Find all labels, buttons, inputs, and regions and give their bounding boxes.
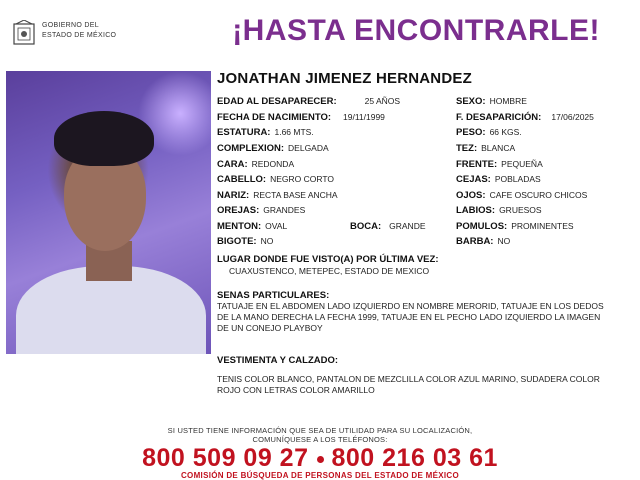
detail-pomulos: POMULOS: PROMINENTES (456, 221, 574, 232)
detail-ojos: OJOS: CAFE OSCURO CHICOS (456, 190, 588, 201)
detail-orejas: OREJAS: GRANDES (217, 205, 306, 216)
phone-number-2[interactable]: 800 216 03 61 (331, 444, 498, 472)
logo-text-line2: ESTADO DE MÉXICO (42, 32, 117, 39)
footer-note-line1: SI USTED TIENE INFORMACIÓN QUE SEA DE UTILIDAD PARA SU LOCALIZACIÓN, (167, 426, 473, 435)
headline: ¡HASTA ENCONTRARLE! (232, 14, 600, 47)
detail-cara: CARA: REDONDA (217, 159, 295, 170)
phone-numbers (0, 444, 640, 473)
detail-bigote: BIGOTE: NO (217, 236, 274, 247)
detail-estatura: ESTATURA: 1.66 MTS. (217, 127, 314, 138)
detail-sexo: SEXO: HOMBRE (456, 96, 527, 107)
detail-peso: PESO: 66 KGS. (456, 127, 522, 138)
person-photo (6, 71, 211, 354)
person-name: JONATHAN JIMENEZ HERNANDEZ (217, 70, 472, 87)
logo-text-line1: GOBIERNO DEL (42, 22, 99, 29)
detail-frente: FRENTE: PEQUEÑA (456, 159, 543, 170)
detail-nariz: NARIZ: RECTA BASE ANCHA (217, 190, 338, 201)
clothing-title: VESTIMENTA Y CALZADO: (217, 355, 339, 366)
footer-note-line2: COMUNÍQUESE A LOS TELÉFONOS: (252, 435, 388, 444)
detail-tez: TEZ: BLANCA (456, 143, 516, 154)
detail-boca: BOCA: GRANDE (350, 221, 426, 232)
clothing-text: TENIS COLOR BLANCO, PANTALON DE MEZCLILLA COLOR AZUL MARINO, SUDADERA COLOR ROJO CON LETRAS COLOR AMARILLO (217, 374, 600, 395)
detail-menton: MENTON: OVAL (217, 221, 288, 232)
government-logo (12, 18, 124, 48)
marks-text: TATUAJE EN EL ABDOMEN LADO IZQUIERDO EN NOMBRE MERORID, TATUAJE EN LOS DEDOS DE LA MANO DERECHA LA FECHA 1999, TATUAJE EN EL PECHO LADO IZQUIERDO LA IMAGEN DE UN CONEJO PLAYBOY (217, 301, 604, 333)
detail-edad: EDAD AL DESAPARECER: 25 AÑOS (217, 96, 401, 107)
detail-barba: BARBA: NO (456, 236, 511, 247)
separator-dot-icon (317, 456, 324, 463)
detail-labios: LABIOS: GRUESOS (456, 205, 542, 216)
detail-desaparicion: F. DESAPARICIÓN: 17/06/2025 (456, 112, 594, 123)
detail-cejas: CEJAS: POBLADAS (456, 174, 541, 185)
commission-name: COMISIÓN DE BÚSQUEDA DE PERSONAS DEL ESTADO DE MÉXICO (180, 471, 459, 480)
detail-complexion: COMPLEXION: DELGADA (217, 143, 329, 154)
photo-hair (54, 111, 154, 166)
state-crest-icon (12, 20, 36, 46)
detail-nacimiento: FECHA DE NACIMIENTO: 19/11/1999 (217, 112, 385, 123)
last-seen-title: LUGAR DONDE FUE VISTO(A) POR ÚLTIMA VEZ: (217, 254, 439, 265)
detail-cabello: CABELLO: NEGRO CORTO (217, 174, 334, 185)
last-seen-text: CUAXUSTENCO, METEPEC, ESTADO DE MEXICO (229, 266, 430, 276)
marks-title: SENAS PARTICULARES: (217, 290, 330, 301)
phone-number-1[interactable]: 800 509 09 27 (142, 444, 309, 472)
